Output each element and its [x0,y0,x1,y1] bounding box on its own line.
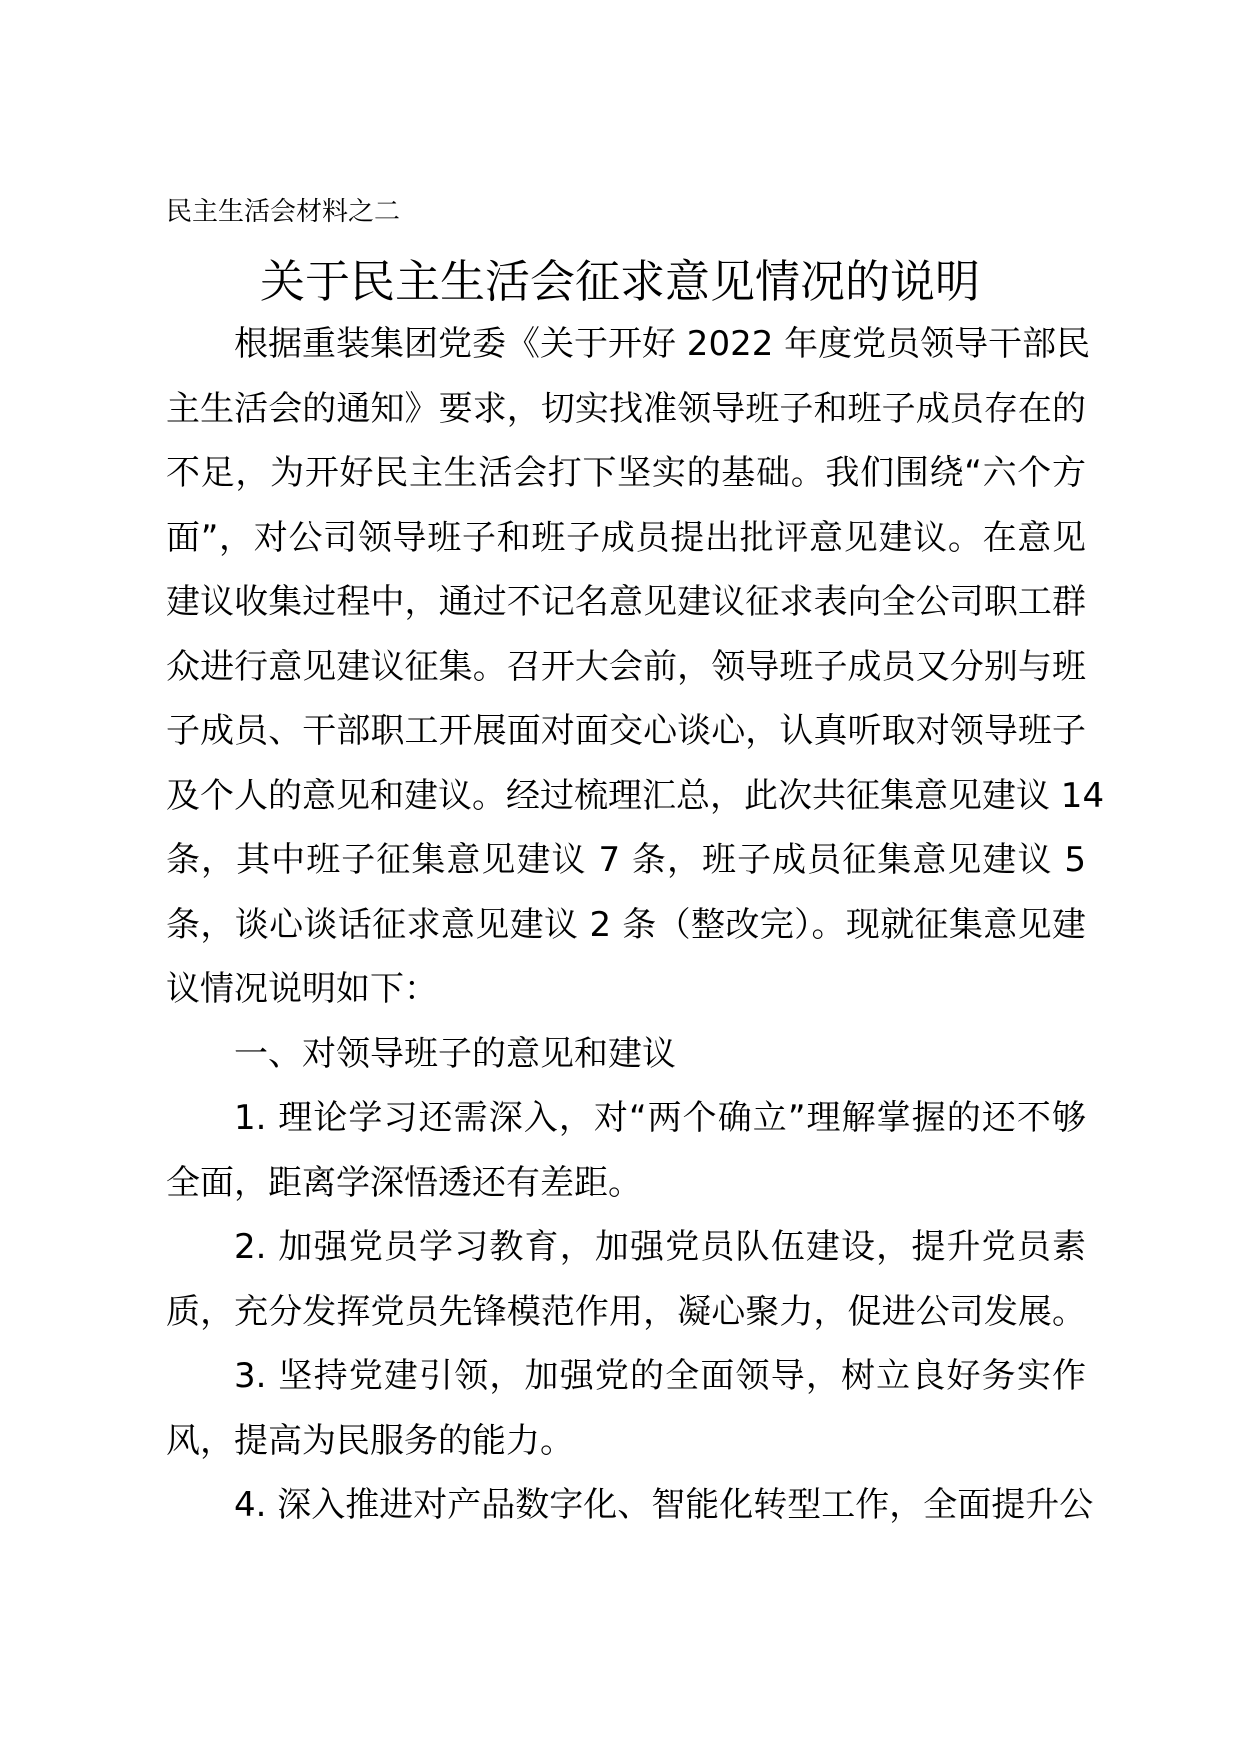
body-line: 众进行意见建议征集。召开大会前，领导班子成员又分别与班 [166,646,1086,687]
document-body [166,312,1105,1538]
body-line: 主生活会的通知》要求，切实找准领导班子和班子成员存在的 [166,388,1086,429]
body-line: 子成员、干部职工开展面对面交心谈心，认真听取对领导班子 [166,711,1086,751]
body-line: 面”，对公司领导班子和班子成员提出批评意见建议。在意见 [166,517,1086,558]
list-item-line: 全面，距离学深悟透还有差距。 [166,1162,642,1203]
body-line: 建议收集过程中，通过不记名意见建议征求表向全公司职工群 [166,582,1086,622]
document-title: 关于民主生活会征求意见情况的说明 [259,255,980,308]
body-line: 及个人的意见和建议。经过梳理汇总，此次共征集意见建议 14 [166,775,1105,816]
body-line: 不足，为开好民主生活会打下坚实的基础。我们围绕“六个方 [166,453,1086,493]
body-line: 议情况说明如下： [166,969,438,1009]
section-heading: 一、对领导班子的意见和建议 [234,1033,676,1074]
list-item-line: 4. 深入推进对产品数字化、智能化转型工作，全面提升公 [234,1485,1094,1525]
body-line: 条，其中班子征集意见建议 7 条，班子成员征集意见建议 5 [166,840,1086,880]
header-note: 民主生活会材料之二 [166,197,401,227]
list-item-line: 2. 加强党员学习教育，加强党员队伍建设，提升党员素 [234,1227,1086,1267]
list-item-line: 3. 坚持党建引领，加强党的全面领导，树立良好务实作 [234,1356,1086,1396]
list-item-line: 1. 理论学习还需深入，对“两个确立”理解掌握的还不够 [234,1098,1086,1138]
list-item-line: 风，提高为民服务的能力。 [166,1420,574,1461]
list-item-line: 质，充分发挥党员先锋模范作用，凝心聚力，促进公司发展。 [166,1291,1086,1332]
body-line: 条，谈心谈话征求意见建议 2 条（整改完）。现就征集意见建 [166,904,1086,945]
body-line: 根据重装集团党委《关于开好 2022 年度党员领导干部民 [234,324,1091,364]
